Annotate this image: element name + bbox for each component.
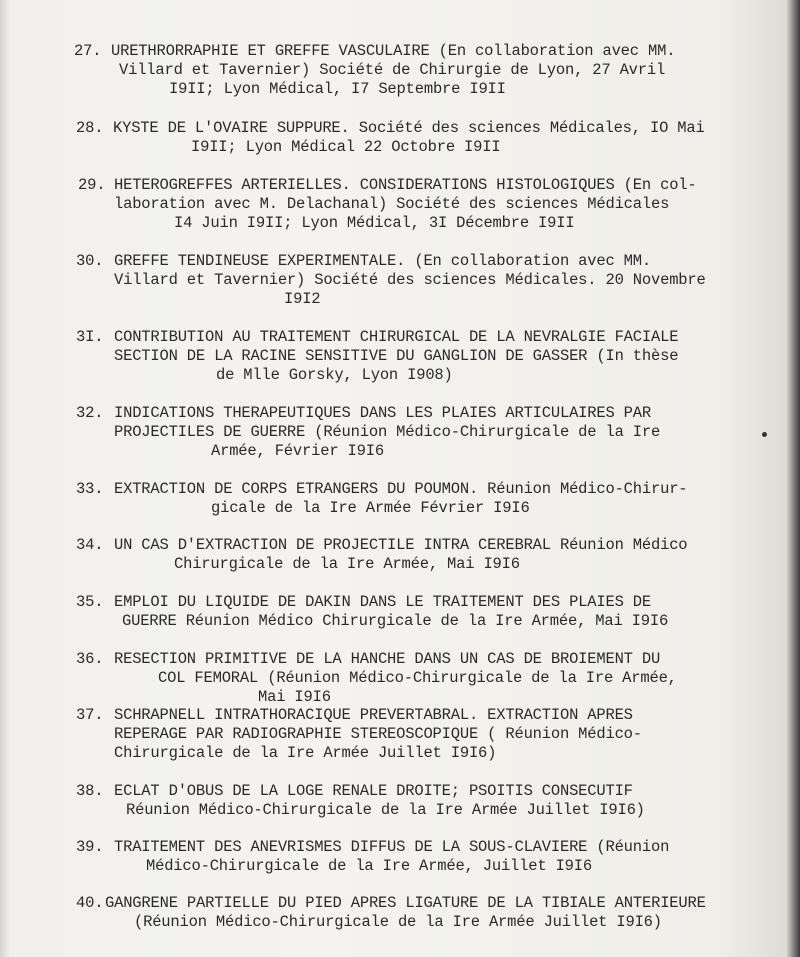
entry-line: GREFFE TENDINEUSE EXPERIMENTALE. (En collaboration avec MM. [114, 252, 651, 270]
entry-line: Villard et Tavernier) Société de Chirurgie de Lyon, 27 Avril [119, 61, 666, 80]
entry-line: I9I2 [284, 290, 321, 309]
ink-dot-mark [762, 432, 767, 437]
entry-line: Mai I9I6 [258, 688, 331, 707]
entry-line: REPERAGE PAR RADIOGRAPHIE STEREOSCOPIQUE ( Réunion Médico- [114, 725, 642, 744]
publication-entry-28 [76, 119, 705, 157]
entry-line: Médico-Chirurgicale de la Ire Armée, Juillet I9I6 [146, 857, 592, 876]
entry-line: (Réunion Médico-Chirurgicale de la Ire Armée Juillet I9I6) [134, 913, 662, 932]
entry-line: laboration avec M. Delachanal) Société des sciences Médicales [114, 195, 670, 214]
publication-entry-32 [76, 404, 660, 462]
entry-number: 40. [76, 894, 104, 912]
publication-entry-34 [76, 536, 687, 574]
entry-line: Réunion Médico-Chirurgicale de la Ire Armée Juillet I9I6) [126, 801, 645, 820]
entry-line: RESECTION PRIMITIVE DE LA HANCHE DANS UN CAS DE BROIEMENT DU [114, 650, 661, 668]
entry-line: URETHRORRAPHIE ET GREFFE VASCULAIRE (En collaboration avec MM. [111, 42, 676, 60]
publication-entry-30 [76, 252, 706, 310]
publication-entry-38 [76, 782, 645, 820]
page-left-shadow [0, 0, 10, 957]
publication-entry-40 [76, 894, 706, 932]
entry-number: 32. [76, 404, 104, 422]
page-right-edge [786, 0, 800, 957]
entry-line: EMPLOI DU LIQUIDE DE DAKIN DANS LE TRAITEMENT DES PLAIES DE [114, 593, 651, 611]
entry-line: Villard et Tavernier) Société des sciences Médicales. 20 Novembre [114, 271, 706, 290]
entry-line: UN CAS D'EXTRACTION DE PROJECTILE INTRA CEREBRAL Réunion Médico [114, 536, 688, 554]
entry-number: 35. [76, 593, 104, 611]
entry-line: KYSTE DE L'OVAIRE SUPPURE. Société des sciences Médicales, IO Mai [113, 119, 705, 137]
entry-line: gicale de la Ire Armée Février I9I6 [211, 499, 530, 518]
entry-number: 29. [78, 176, 106, 194]
entry-line: SECTION DE LA RACINE SENSITIVE DU GANGLION DE GASSER (In thèse [114, 347, 679, 366]
publication-entry-37 [76, 706, 642, 764]
entry-line: I9II; Lyon Médical, I7 Septembre I9II [169, 80, 506, 99]
entry-line: GUERRE Réunion Médico Chirurgicale de la Ire Armée, Mai I9I6 [122, 612, 669, 631]
publication-entry-33 [76, 480, 687, 518]
entry-line: PROJECTILES DE GUERRE (Réunion Médico-Chirurgicale de la Ire [114, 423, 661, 442]
publication-entry-36 [76, 650, 677, 708]
entry-number: 28. [76, 119, 104, 137]
entry-line: Chirurgicale de la Ire Armée, Mai I9I6 [174, 555, 520, 574]
publication-entry-35 [76, 593, 668, 631]
entry-line: SCHRAPNELL INTRATHORACIQUE PREVERTABRAL. EXTRACTION APRES [114, 706, 633, 724]
entry-number: 36. [76, 650, 104, 668]
entry-line: CONTRIBUTION AU TRAITEMENT CHIRURGICAL DE LA NEVRALGIE FACIALE [114, 328, 679, 346]
publication-entry-27 [74, 42, 675, 100]
entry-line: GANGRENE PARTIELLE DU PIED APRES LIGATURE DE LA TIBIALE ANTERIEURE [105, 894, 706, 912]
entry-line: ECLAT D'OBUS DE LA LOGE RENALE DROITE; PSOITIS CONSECUTIF [114, 782, 633, 800]
entry-line: Chirurgicale de la Ire Armée Juillet I9I6) [114, 744, 497, 763]
entry-number: 38. [76, 782, 104, 800]
publication-entry-31 [76, 328, 678, 386]
entry-line: Armée, Février I9I6 [211, 442, 384, 461]
entry-line: HETEROGREFFES ARTERIELLES. CONSIDERATIONS HISTOLOGIQUES (En col- [114, 176, 697, 194]
entry-number: 27. [74, 42, 102, 60]
entry-number: 33. [76, 480, 104, 498]
entry-line: I4 Juin I9II; Lyon Médical, 3I Décembre I9II [174, 214, 575, 233]
entry-number: 39. [76, 838, 104, 856]
entry-line: COL FEMORAL (Réunion Médico-Chirurgicale de la Ire Armée, [158, 669, 677, 688]
entry-number: 34. [76, 536, 104, 554]
publication-entry-29 [78, 176, 697, 234]
entry-line: TRAITEMENT DES ANEVRISMES DIFFUS DE LA SOUS-CLAVIERE (Réunion [114, 838, 670, 856]
entry-number: 37. [76, 706, 104, 724]
publication-entry-39 [76, 838, 669, 876]
entry-line: EXTRACTION DE CORPS ETRANGERS DU POUMON. Réunion Médico-Chirur- [114, 480, 688, 498]
entry-line: INDICATIONS THERAPEUTIQUES DANS LES PLAIES ARTICULAIRES PAR [114, 404, 651, 422]
entry-line: I9II; Lyon Médical 22 Octobre I9II [191, 138, 501, 157]
entry-number: 3I. [76, 328, 104, 346]
entry-number: 30. [76, 252, 104, 270]
entry-line: de Mlle Gorsky, Lyon I908) [216, 366, 453, 385]
